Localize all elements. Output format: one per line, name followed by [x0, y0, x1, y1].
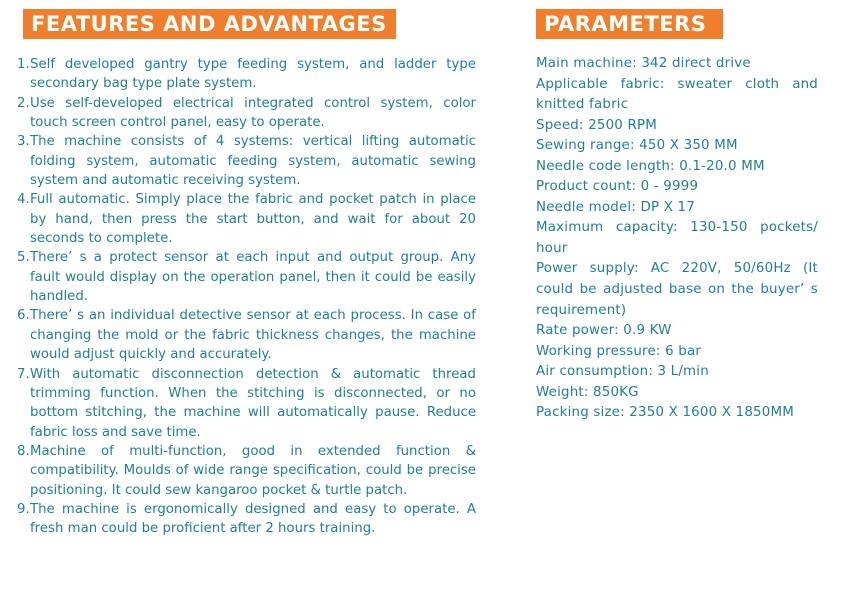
- features-list: [17, 55, 476, 539]
- param-working-pressure: Working pressure: 6 bar: [536, 343, 702, 359]
- feature-item: [17, 500, 476, 539]
- feature-text: Use self-developed electrical integrated control system, color touch screen control panel, easy to operate.: [30, 95, 476, 131]
- feature-item: [17, 55, 476, 94]
- feature-text: There’ s a protect sensor at each input and output group. Any fault would display on the operation panel, then it could be easily handled.: [30, 250, 476, 305]
- feature-text: The machine is ergonomically designed and easy to operate. A fresh man could be proficient after 2 hours training.: [30, 501, 476, 537]
- param-applicable-fabric: Applicable fabric: sweater cloth and knitted fabric: [536, 76, 818, 113]
- feature-number: 5.: [17, 250, 30, 266]
- feature-number: 2.: [17, 95, 30, 111]
- feature-number: 7.: [17, 366, 30, 382]
- feature-text: Self developed gantry type feeding system, and ladder type secondary bag type plate system.: [30, 57, 476, 92]
- feature-item: [17, 306, 476, 364]
- param-needle-code-length: Needle code length: 0.1-20.0 MM: [536, 158, 765, 174]
- feature-text: Full automatic. Simply place the fabric and pocket patch in place by hand, then press the start button, and wait for about 20 seconds to complete.: [30, 192, 476, 247]
- feature-number: 8.: [17, 443, 30, 459]
- feature-number: 4.: [17, 192, 30, 208]
- param-speed: Speed: 2500 RPM: [536, 117, 658, 133]
- feature-item: [17, 132, 476, 190]
- param-sewing-range: Sewing range: 450 X 350 MM: [536, 138, 738, 154]
- param-needle-model: Needle model: DP X 17: [536, 199, 695, 215]
- param-weight: Weight: 850KG: [536, 384, 639, 400]
- feature-number: 6.: [17, 308, 30, 324]
- feature-text: Machine of multi-function, good in extended function & compatibility. Moulds of wide range specification, could be precise positioning. It could sew kangaroo pocket & turtle patch.: [30, 443, 476, 498]
- feature-text: With automatic disconnection detection & automatic thread trimming function. When the stitching is disconnected, or no bottom stitching, the machine will automatically pause. Reduce fabric loss and save time.: [30, 366, 476, 440]
- feature-number: 9.: [17, 501, 30, 517]
- feature-number: 1.: [17, 57, 30, 72]
- param-power-supply: Power supply: AC 220V, 50/60Hz (It could be adjusted base on the buyer’ s requirement): [536, 261, 818, 318]
- feature-item: [17, 190, 476, 248]
- param-air-consumption: Air consumption: 3 L/min: [536, 364, 709, 380]
- param-main-machine: Main machine: 342 direct drive: [536, 56, 751, 71]
- param-packing-size: Packing size: 2350 X 1600 X 1850MM: [536, 405, 795, 421]
- feature-item: [17, 248, 476, 306]
- param-maximum-capacity: Maximum capacity: 130-150 pockets/ hour: [536, 220, 818, 256]
- feature-text: There’ s an individual detective sensor at each process. In case of changing the mold or the fabric thickness changes, the machine would adjust quickly and accurately.: [30, 308, 476, 363]
- feature-item: [17, 94, 476, 133]
- feature-number: 3.: [17, 134, 30, 150]
- feature-item: [17, 365, 476, 442]
- features-heading: FEATURES AND ADVANTAGES: [23, 9, 396, 39]
- param-product-count: Product count: 0 - 9999: [536, 179, 699, 195]
- parameters-list: [536, 54, 818, 424]
- parameters-heading: PARAMETERS: [536, 9, 723, 39]
- feature-item: [17, 442, 476, 500]
- param-rate-power: Rate power: 0.9 KW: [536, 323, 672, 339]
- feature-text: The machine consists of 4 systems: vertical lifting automatic folding system, automatic feeding system, automatic sewing system and automatic receiving system.: [30, 134, 476, 189]
